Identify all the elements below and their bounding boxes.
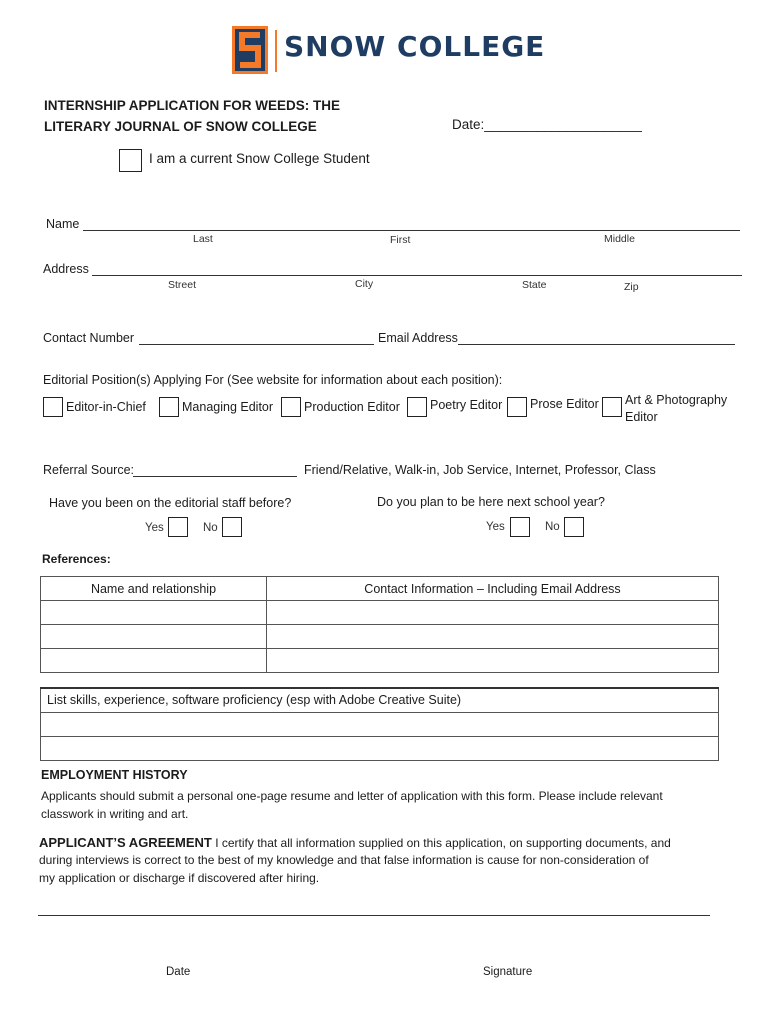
q1-no-label: No	[203, 522, 218, 534]
employment-text-line2: classwork in writing and art.	[41, 807, 189, 821]
skills-header-row	[41, 688, 719, 712]
reference-1-name-cell[interactable]	[41, 601, 267, 625]
address-street-sublabel: Street	[168, 279, 197, 291]
employment-text-line1: Applicants should submit a personal one-page resume and letter of application with this form. Please include relevant	[41, 789, 663, 803]
signature-line[interactable]	[38, 915, 710, 916]
prose-editor-label: Prose Editor	[530, 397, 599, 411]
art-photography-editor-checkbox[interactable]	[602, 397, 622, 417]
agreement-line1	[39, 835, 671, 850]
name-first-sublabel: First	[390, 234, 411, 246]
skills-label: List skills, experience, software proficiency (esp with Adobe Creative Suite)	[41, 688, 719, 712]
editorial-staff-question: Have you been on the editorial staff before?	[49, 496, 292, 510]
snow-college-s-icon	[232, 26, 268, 74]
reference-3-name-cell[interactable]	[41, 649, 267, 673]
skills-table	[40, 687, 719, 761]
email-address-field[interactable]	[458, 344, 735, 345]
reference-3-contact-cell[interactable]	[267, 649, 719, 673]
q2-no-label: No	[545, 521, 560, 533]
skills-line-2[interactable]	[41, 736, 719, 760]
email-address-label: Email Address	[378, 331, 458, 345]
prose-editor-checkbox[interactable]	[507, 397, 527, 417]
form-title-line2: LITERARY JOURNAL OF SNOW COLLEGE	[44, 119, 317, 134]
references-table	[40, 576, 719, 673]
managing-editor-label: Managing Editor	[182, 400, 274, 414]
table-row	[41, 649, 719, 673]
production-editor-label: Production Editor	[304, 400, 400, 414]
q2-no-checkbox[interactable]	[564, 517, 584, 537]
referral-options: Friend/Relative, Walk-in, Job Service, Internet, Professor, Class	[304, 463, 656, 477]
references-col-contact: Contact Information – Including Email Address	[267, 577, 719, 601]
name-middle-sublabel: Middle	[604, 233, 635, 245]
q1-no-checkbox[interactable]	[222, 517, 242, 537]
address-zip-sublabel: Zip	[624, 281, 639, 293]
name-label: Name	[46, 217, 80, 231]
contact-number-field[interactable]	[139, 344, 374, 345]
next-year-question: Do you plan to be here next school year?	[377, 495, 605, 509]
art-photography-label: Art & Photography	[625, 393, 728, 407]
logo-divider	[275, 30, 277, 72]
references-col-name: Name and relationship	[41, 577, 267, 601]
agreement-text-line3: my application or discharge if discovered after hiring.	[39, 871, 320, 885]
name-last-sublabel: Last	[193, 233, 213, 245]
reference-1-contact-cell[interactable]	[267, 601, 719, 625]
skills-line-1[interactable]	[41, 712, 719, 736]
agreement-text-line2: during interviews is correct to the best of my knowledge and that false information is cause for non-consideration of	[39, 853, 649, 867]
form-title-line1: INTERNSHIP APPLICATION FOR WEEDS: THE	[44, 98, 341, 113]
q1-yes-label: Yes	[145, 522, 164, 534]
referral-source-label: Referral Source:	[43, 463, 135, 477]
table-row	[41, 625, 719, 649]
referral-source-field[interactable]	[133, 476, 297, 477]
references-header-row	[41, 577, 719, 601]
employment-history-heading: EMPLOYMENT HISTORY	[41, 768, 188, 782]
agreement-heading: APPLICANT’S AGREEMENT	[39, 835, 212, 850]
positions-heading: Editorial Position(s) Applying For (See website for information about each position):	[43, 373, 503, 387]
reference-2-name-cell[interactable]	[41, 625, 267, 649]
address-label: Address	[43, 262, 89, 276]
table-row	[41, 601, 719, 625]
q2-yes-checkbox[interactable]	[510, 517, 530, 537]
agreement-text-line1: I certify that all information supplied on this application, on supporting documents, and	[211, 836, 671, 850]
poetry-editor-label: Poetry Editor	[430, 398, 503, 412]
address-state-sublabel: State	[522, 279, 547, 291]
address-city-sublabel: City	[355, 278, 374, 290]
editor-in-chief-checkbox[interactable]	[43, 397, 63, 417]
q2-yes-label: Yes	[486, 521, 505, 533]
signature-label: Signature	[483, 966, 533, 978]
references-heading: References:	[42, 552, 111, 566]
art-photography-editor-label: Editor	[625, 410, 658, 424]
current-student-checkbox[interactable]	[119, 149, 142, 172]
poetry-editor-checkbox[interactable]	[407, 397, 427, 417]
name-field[interactable]	[83, 230, 740, 231]
managing-editor-checkbox[interactable]	[159, 397, 179, 417]
table-row	[41, 712, 719, 736]
production-editor-checkbox[interactable]	[281, 397, 301, 417]
editor-in-chief-label: Editor-in-Chief	[66, 400, 146, 414]
current-student-label: I am a current Snow College Student	[149, 151, 370, 166]
q1-yes-checkbox[interactable]	[168, 517, 188, 537]
reference-2-contact-cell[interactable]	[267, 625, 719, 649]
contact-number-label: Contact Number	[43, 331, 135, 345]
signature-date-label: Date	[166, 966, 191, 978]
college-name: SNOW COLLEGE	[284, 30, 546, 63]
date-field[interactable]: Date:_____________________	[452, 117, 642, 132]
table-row	[41, 736, 719, 760]
address-field[interactable]	[92, 275, 742, 276]
